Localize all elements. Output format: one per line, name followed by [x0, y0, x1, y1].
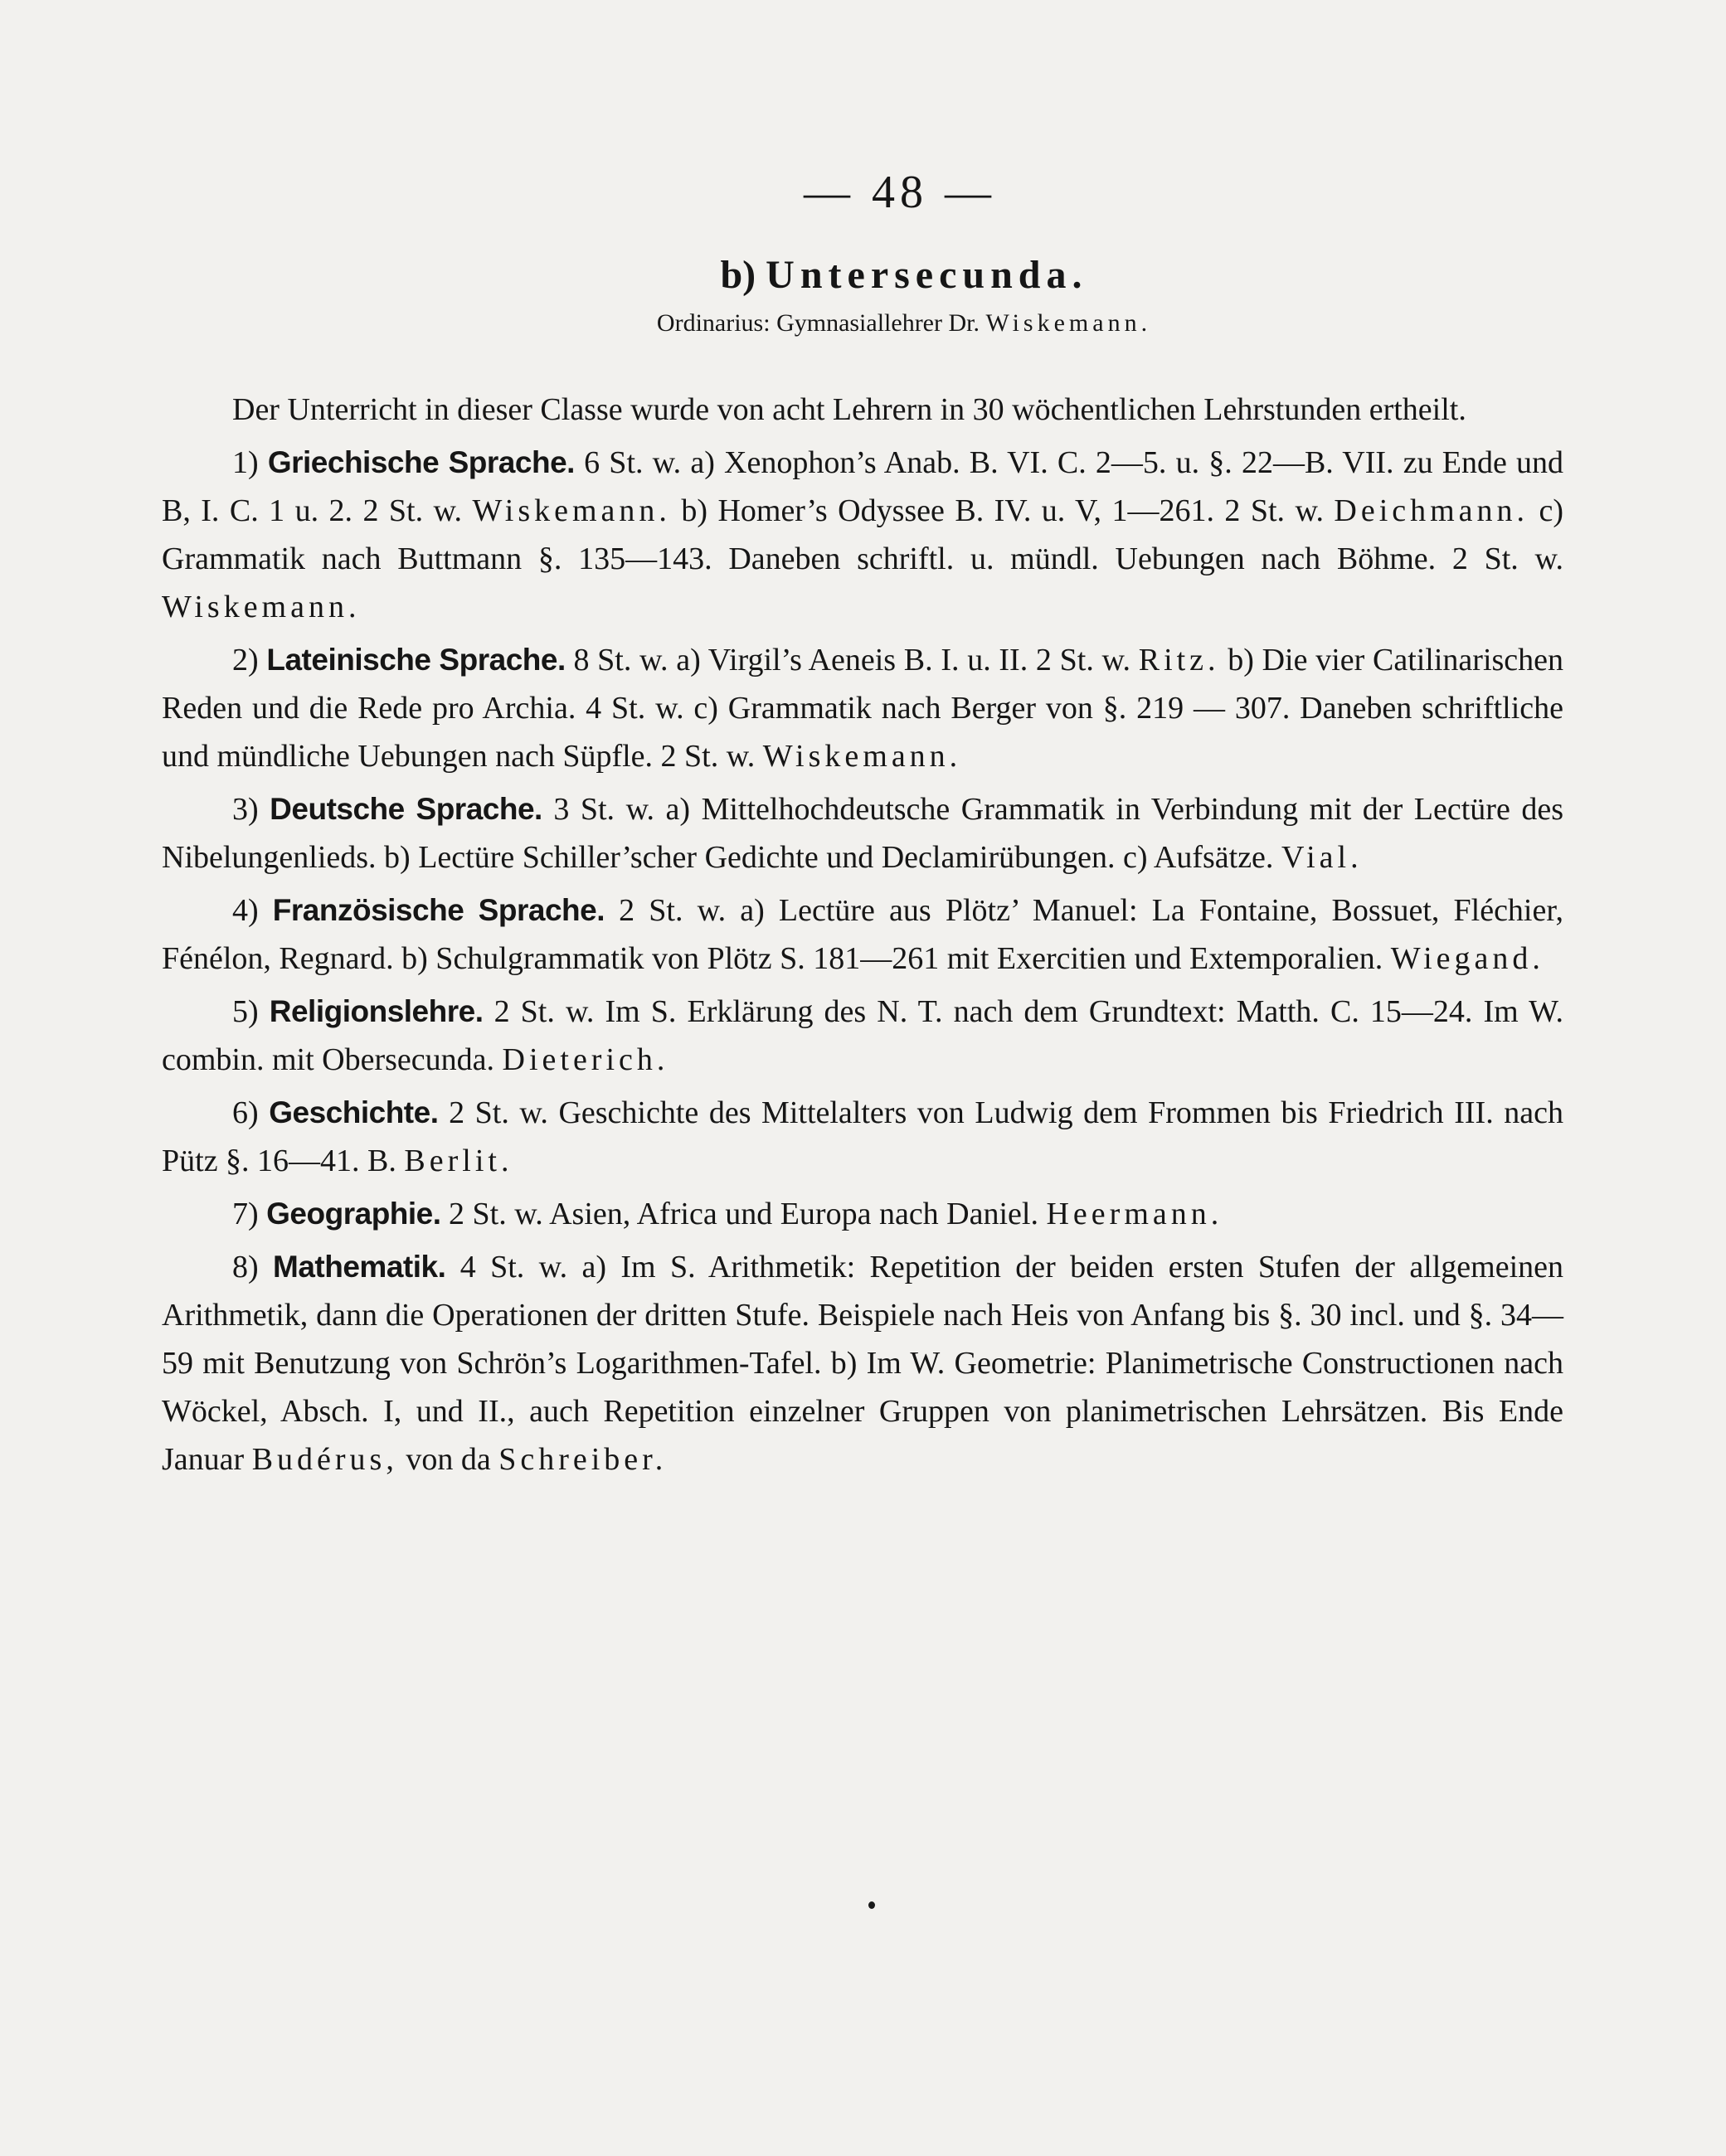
subject-paragraph — [162, 886, 1563, 983]
subject-number: 2) — [232, 643, 259, 677]
subject-text: 4 St. w. a) Im S. Arithmetik: Repetition der beiden ersten Stufen der allgemeinen Arithmetik, dann die Operationen der dritten Stufe. Beispiele nach Heis von Anfang bis §. 30 incl. und §. 34—59 mit Benutzung von Schrön’s Logarithmen-Tafel. b) Im W. Geometrie: Planimetrische Constructionen nach Wöckel, Absch. I, und II., auch Repetition einzelner Gruppen von planimetrischen Lehrsätzen. Bis Ende Januar — [162, 1250, 1564, 1477]
subject-text: 2 St. w. Asien, Africa und Europa nach Daniel. — [449, 1197, 1047, 1231]
teacher-name: Heermann. — [1046, 1197, 1223, 1231]
teacher-name: Wiskemann. — [472, 493, 671, 528]
subject-number: 1) — [232, 445, 259, 480]
subject-text: 3 St. w. a) Mittelhochdeutsche Grammatik in Verbindung mit der Lectüre des Nibelungenlieds. b) Lectüre Schiller’scher Gedichte und Declamirübungen. c) Aufsätze. — [162, 792, 1563, 875]
subject-number: 7) — [232, 1197, 259, 1231]
subject-paragraph — [162, 1243, 1563, 1483]
subject-number: 3) — [232, 792, 259, 827]
subject-number: 5) — [232, 994, 259, 1029]
ordinarius-line — [162, 309, 1563, 337]
subject-text: c) Grammatik nach Buttmann §. 135—143. Daneben schriftl. u. mündl. Uebungen nach Böhme. 2 St. w. — [162, 493, 1564, 576]
teacher-name: Deichmann. — [1334, 493, 1529, 528]
teacher-name: Wiskemann. — [762, 739, 962, 774]
subject-text: b) Homer’s Odyssee B. IV. u. V, 1—261. 2 St. w. — [670, 493, 1335, 528]
subject-text: 2 St. w. Im S. Erklärung des N. T. nach dem Grundtext: Matth. C. 15—24. Im W. combin. mit Obersecunda. — [162, 994, 1564, 1077]
subject-title: Religionslehre. — [269, 994, 484, 1028]
ordinarius-name: Wiskemann. — [985, 309, 1152, 337]
subject-title: Geographie. — [266, 1197, 441, 1231]
teacher-name: Ritz. — [1138, 643, 1220, 677]
ink-speck — [868, 1901, 875, 1909]
heading-title: Untersecunda. — [766, 253, 1088, 297]
subject-paragraph — [162, 785, 1563, 881]
subject-title: Geschichte. — [269, 1095, 439, 1129]
subject-paragraph — [162, 1190, 1563, 1238]
teacher-name: Budérus, — [251, 1442, 398, 1477]
teacher-name: Schreiber. — [498, 1442, 668, 1477]
subject-title: Deutsche Sprache. — [270, 792, 542, 826]
teacher-name: Wiskemann. — [162, 590, 361, 624]
subject-paragraph — [162, 439, 1563, 631]
teacher-name: Dieterich. — [502, 1042, 669, 1077]
teacher-name: Wiegand. — [1390, 941, 1544, 976]
subject-text: 2 St. w. a) Lectüre aus Plötz’ Manuel: La Fontaine, Bossuet, Fléchier, Fénélon, Regnard. b) Schulgrammatik von Plötz S. 181—261 mit Exercitien und Extemporalien. — [162, 893, 1563, 976]
document-page — [162, 166, 1563, 1488]
teacher-name: Vial. — [1281, 840, 1363, 875]
section-heading — [162, 252, 1563, 298]
ordinarius-label: Ordinarius: — [656, 309, 771, 337]
subject-title: Französische Sprache. — [272, 893, 605, 927]
subject-text: von da — [397, 1442, 499, 1477]
subject-text: 2 St. w. Geschichte des Mittelalters von Ludwig dem Frommen bis Friedrich III. nach Pütz §. 16—41. B. — [162, 1095, 1564, 1178]
subject-number: 6) — [232, 1095, 259, 1130]
subject-text: b) Die vier Catilinarischen Reden und die Rede pro Archia. 4 St. w. c) Grammatik nach Berger von §. 219 — 307. Daneben schriftliche und mündliche Uebungen nach Süpfle. 2 St. w. — [162, 643, 1564, 774]
heading-prefix: b) — [720, 253, 756, 297]
subject-text: 8 St. w. a) Virgil’s Aeneis B. I. u. II. 2 St. w. — [573, 643, 1139, 677]
subject-paragraph — [162, 988, 1563, 1084]
subject-list — [162, 439, 1563, 1483]
page-number: — 48 — — [804, 167, 996, 218]
intro-paragraph: Der Unterricht in dieser Classe wurde von acht Lehrern in 30 wöchentlichen Lehrstunden ertheilt. — [232, 392, 1466, 427]
ordinarius-role: Gymnasiallehrer Dr. — [776, 309, 980, 337]
subject-paragraph — [162, 1089, 1563, 1185]
subject-title: Griechische Sprache. — [267, 445, 575, 479]
subject-title: Mathematik. — [273, 1250, 446, 1284]
subject-number: 8) — [232, 1250, 259, 1284]
teacher-name: Berlit. — [404, 1144, 513, 1178]
subject-number: 4) — [232, 893, 259, 928]
subject-title: Lateinische Sprache. — [266, 643, 566, 677]
subject-text: 6 St. w. a) Xenophon’s Anab. B. VI. C. 2—5. u. §. 22—B. VII. zu Ende und B, I. C. 1 u. 2. 2 St. w. — [162, 445, 1564, 528]
subject-paragraph — [162, 636, 1563, 780]
